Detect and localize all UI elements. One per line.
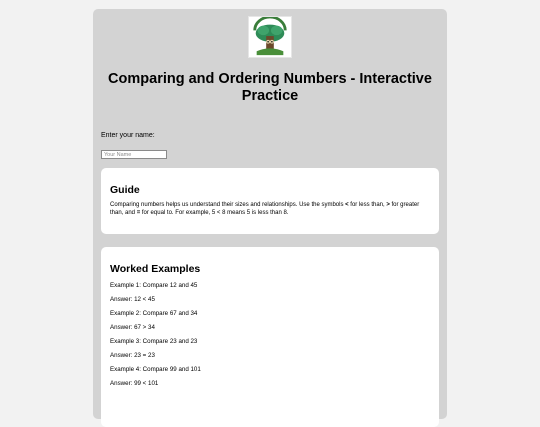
example-answer: Answer: 99 < 101 [110,380,159,387]
name-input[interactable] [101,150,167,159]
school-logo [248,16,292,58]
worked-examples-card [101,247,439,427]
name-label: Enter your name: [101,132,155,139]
guide-heading: Guide [110,184,140,196]
example-list [110,282,430,394]
example-answer: Answer: 67 > 34 [110,324,155,331]
example-answer: Answer: 23 = 23 [110,352,155,359]
example-answer: Answer: 12 < 45 [110,296,155,303]
main-panel [93,9,447,419]
page-title: Comparing and Ordering Numbers - Interactive Practice [108,71,432,104]
tree-logo-icon [249,17,291,57]
example-question: Example 2: Compare 67 and 34 [110,310,198,317]
guide-card [101,168,439,234]
worked-examples-heading: Worked Examples [110,263,201,275]
example-question: Example 4: Compare 99 and 101 [110,366,201,373]
guide-text: Comparing numbers helps us understand their sizes and relationships. Use the symbols < for less than, > for greater than, and = for equal to. For example, 5 < 8 means 5 is less than 8. [110,202,420,216]
example-question: Example 1: Compare 12 and 45 [110,282,198,289]
example-question: Example 3: Compare 23 and 23 [110,338,198,345]
